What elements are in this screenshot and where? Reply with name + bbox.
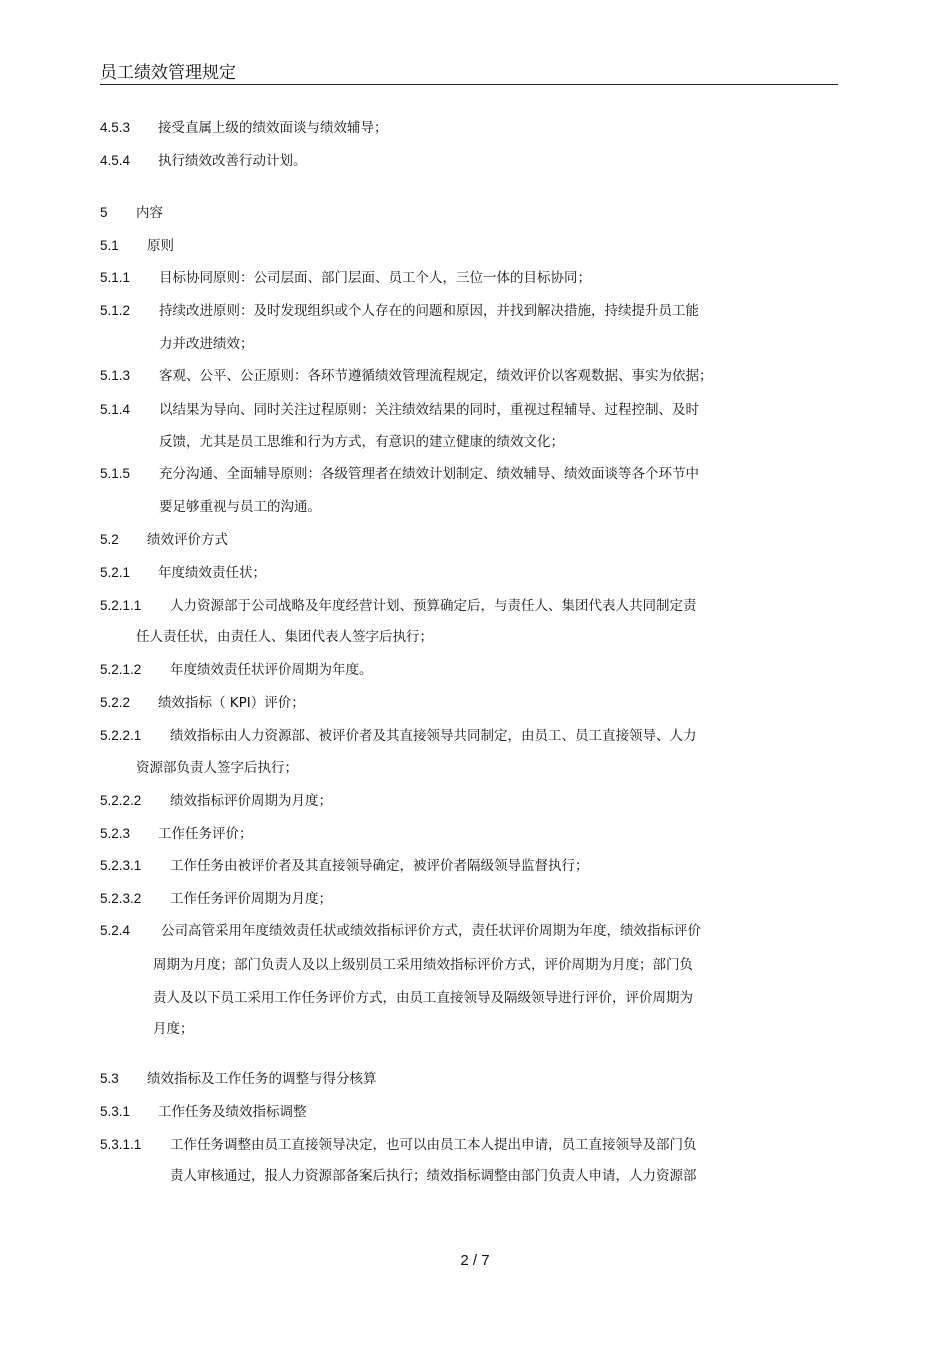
- section-text: 充分沟通、全面辅导原则：各级管理者在绩效计划制定、绩效辅导、绩效面谈等各个环节中: [159, 466, 699, 482]
- section-number: 5: [100, 205, 108, 220]
- section-text: 工作任务及绩效指标调整: [158, 1104, 307, 1120]
- section-number: 5.1: [100, 238, 119, 253]
- section-number: 5.1.5: [100, 466, 131, 481]
- section-number: 5.2.1.1: [100, 598, 142, 613]
- section-text: 原则: [147, 238, 174, 254]
- section-text: 周期为月度；部门负责人及以上级别员工采用绩效指标评价方式，评价周期为月度；部门负: [153, 957, 693, 973]
- section-number: 5.1.1: [100, 270, 131, 285]
- section-number: 5.2.3.2: [100, 891, 142, 906]
- section-number: 4.5.3: [100, 120, 131, 135]
- section-text: 绩效指标及工作任务的调整与得分核算: [147, 1071, 377, 1087]
- header-divider: [100, 84, 838, 85]
- section-number: 5.2.2.2: [100, 793, 142, 808]
- section-number: 5.3.1.1: [100, 1137, 142, 1152]
- section-text: 公司高管采用年度绩效责任状或绩效指标评价方式，责任状评价周期为年度，绩效指标评价: [161, 923, 701, 939]
- section-number: 5.3: [100, 1071, 119, 1086]
- section-text: 资源部负责人签字后执行；: [136, 760, 298, 776]
- section-number: 5.2.1: [100, 565, 131, 580]
- section-text: 接受直属上级的绩效面谈与绩效辅导；: [158, 120, 388, 136]
- section-text: 年度绩效责任状评价周期为年度。: [170, 662, 373, 678]
- section-text: 以结果为导向、同时关注过程原则：关注绩效结果的同时，重视过程辅导、过程控制、及时: [159, 402, 699, 418]
- section-number: 5.1.4: [100, 402, 131, 417]
- document-header-title: 员工绩效管理规定: [100, 63, 236, 83]
- section-text: 工作任务调整由员工直接领导决定，也可以由员工本人提出申请，员工直接领导及部门负: [170, 1137, 697, 1153]
- section-number: 5.2.3: [100, 826, 131, 841]
- section-text: 绩效评价方式: [147, 532, 228, 548]
- section-text: 月度；: [153, 1021, 194, 1037]
- section-number: 5.3.1: [100, 1104, 131, 1119]
- section-number: 5.2: [100, 532, 119, 547]
- section-text: 绩效指标由人力资源部、被评价者及其直接领导共同制定，由员工、员工直接领导、人力: [170, 728, 697, 744]
- section-text: 工作任务由被评价者及其直接领导确定，被评价者隔级领导监督执行；: [170, 858, 589, 874]
- section-text: 责人及以下员工采用工作任务评价方式，由员工直接领导及隔级领导进行评价，评价周期为: [153, 990, 693, 1006]
- section-text: 年度绩效责任状；: [158, 565, 266, 581]
- section-number: 5.2.2: [100, 695, 131, 710]
- section-text: 任人责任状，由责任人、集团代表人签字后执行；: [136, 629, 433, 645]
- section-text: 执行绩效改善行动计划。: [158, 153, 307, 169]
- section-number: 5.1.3: [100, 368, 131, 383]
- section-text: 持续改进原则：及时发现组织或个人存在的问题和原因，并找到解决措施，持续提升员工能: [159, 303, 699, 319]
- section-number: 5.1.2: [100, 303, 131, 318]
- section-text: 绩效指标评价周期为月度；: [170, 793, 332, 809]
- section-text: 工作任务评价周期为月度；: [170, 891, 332, 907]
- section-text: 绩效指标（ KPI）评价；: [158, 695, 305, 711]
- section-text: 目标协同原则：公司层面、部门层面、员工个人，三位一体的目标协同；: [159, 270, 591, 286]
- section-text: 客观、公平、公正原则：各环节遵循绩效管理流程规定，绩效评价以客观数据、事实为依据；: [159, 368, 713, 384]
- section-text: 工作任务评价；: [158, 826, 253, 842]
- section-text: 力并改进绩效；: [159, 336, 254, 352]
- section-text: 人力资源部于公司战略及年度经营计划、预算确定后，与责任人、集团代表人共同制定责: [170, 598, 697, 614]
- section-text: 反馈，尤其是员工思维和行为方式，有意识的建立健康的绩效文化；: [159, 434, 564, 450]
- section-number: 5.2.3.1: [100, 858, 142, 873]
- section-number: 5.2.4: [100, 923, 131, 938]
- section-number: 5.2.1.2: [100, 662, 142, 677]
- section-text: 内容: [136, 205, 163, 221]
- section-number: 4.5.4: [100, 153, 131, 168]
- section-number: 5.2.2.1: [100, 728, 142, 743]
- page-number: 2 / 7: [460, 1252, 490, 1269]
- section-text: 要足够重视与员工的沟通。: [159, 499, 321, 515]
- section-text: 责人审核通过，报人力资源部备案后执行；绩效指标调整由部门负责人申请，人力资源部: [170, 1168, 697, 1184]
